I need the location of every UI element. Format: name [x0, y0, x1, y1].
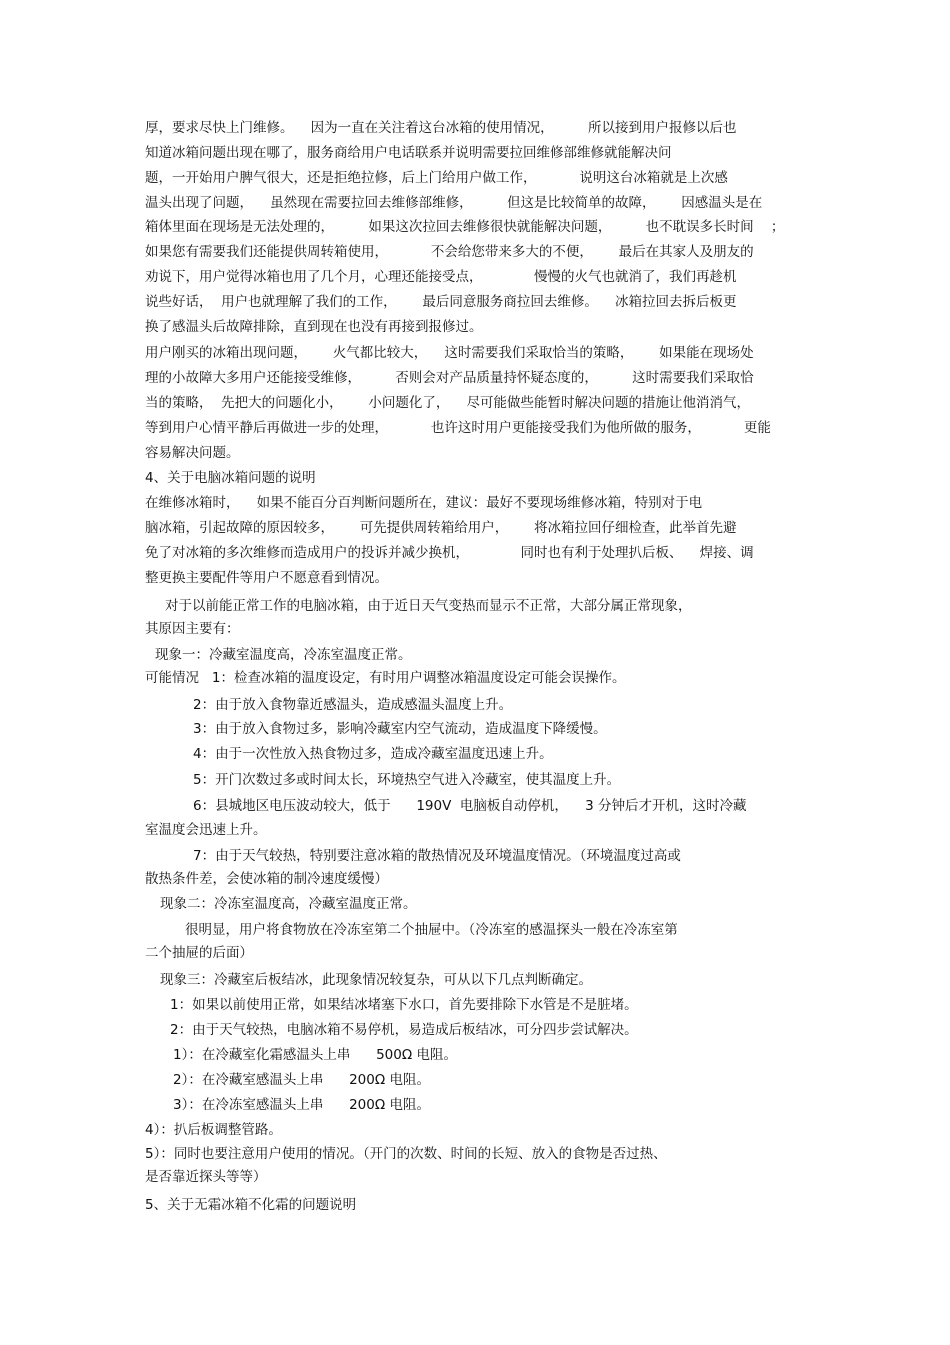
text-line: 等到用户心情平静后再做进一步的处理， 也许这时用户更能接受我们为他所做的服务， 更能	[145, 420, 771, 436]
text-line: 脑冰箱，引起故障的原因较多， 可先提供周转箱给用户， 将冰箱拉回仔细检查，此举首先避	[145, 520, 737, 536]
text-line: 现象二：冷冻室温度高，冷藏室温度正常。	[160, 896, 417, 912]
text-line: 很明显，用户将食物放在冷冻室第二个抽屉中。（冷冻室的感温探头一般在冷冻室第	[185, 922, 678, 938]
text-line: 是否靠近探头等等）	[145, 1169, 267, 1185]
list-item: 2：由于放入食物靠近感温头，造成感温头温度上升。	[193, 697, 513, 713]
list-item: 5：开门次数过多或时间太长，环境热空气进入冷藏室，使其温度上升。	[193, 772, 621, 788]
text-line: 免了对冰箱的多次维修而造成用户的投诉并减少换机， 同时也有利于处理扒后板、 焊接、调	[145, 545, 754, 561]
text-line: 在维修冰箱时， 如果不能百分百判断问题所在，建议：最好不要现场维修冰箱，特别对于电	[145, 495, 703, 511]
list-item: 5）：同时也要注意用户使用的情况。（开门的次数、时间的长短、放入的食物是否过热、	[145, 1146, 667, 1162]
text-line: 容易解决问题。	[145, 445, 240, 461]
text-line: 整更换主要配件等用户不愿意看到情况。	[145, 570, 388, 586]
list-item: 2）：在冷藏室感温头上串 200Ω 电阻。	[173, 1072, 430, 1088]
text-line: 题，一开始用户脾气很大，还是拒绝拉修，后上门给用户做工作， 说明这台冰箱就是上次感	[145, 170, 728, 186]
text-line: 箱体里面在现场是无法处理的， 如果这次拉回去维修很快就能解决问题， 也不耽误多长时间 ；	[145, 219, 785, 235]
text-line: 其原因主要有：	[145, 621, 240, 637]
section-heading: 5、关于无霜冰箱不化霜的问题说明	[145, 1197, 357, 1213]
text-line: 换了感温头后故障排除，直到现在也没有再接到报修过。	[145, 319, 483, 335]
text-line: 如果您有需要我们还能提供周转箱使用， 不会给您带来多大的不便， 最后在其家人及朋友的	[145, 244, 754, 260]
text-line: 温头出现了问题， 虽然现在需要拉回去维修部维修， 但这是比较简单的故障， 因感温头是在	[145, 195, 763, 211]
text-line: 对于以前能正常工作的电脑冰箱，由于近日天气变热而显示不正常，大部分属正常现象，	[165, 598, 692, 614]
list-item: 3）：在冷冻室感温头上串 200Ω 电阻。	[173, 1097, 430, 1113]
list-item: 2：由于天气较热，电脑冰箱不易停机，易造成后板结冰，可分四步尝试解决。	[170, 1022, 638, 1038]
text-line: 二个抽屉的后面）	[145, 945, 253, 961]
text-line: 散热条件差，会使冰箱的制冷速度缓慢）	[145, 871, 388, 887]
list-item: 4）：扒后板调整管路。	[145, 1122, 282, 1138]
text-line: 知道冰箱问题出现在哪了，服务商给用户电话联系并说明需要拉回维修部维修就能解决问	[145, 145, 672, 161]
list-item: 6：县城地区电压波动较大，低于 190V 电脑板自动停机， 3 分钟后才开机，这时冷藏	[193, 798, 747, 814]
text-line: 当的策略， 先把大的问题化小， 小问题化了， 尽可能做些能暂时解决问题的措施让他消消气，	[145, 395, 750, 411]
text-line: 室温度会迅速上升。	[145, 822, 267, 838]
list-item: 4：由于一次性放入热食物过多，造成冷藏室温度迅速上升。	[193, 746, 553, 762]
text-line: 现象三：冷藏室后板结冰，此现象情况较复杂，可从以下几点判断确定。	[160, 972, 592, 988]
text-line: 说些好话， 用户也就理解了我们的工作， 最后同意服务商拉回去维修。 冰箱拉回去拆后板更	[145, 294, 737, 310]
list-item: 3：由于放入食物过多，影响冷藏室内空气流动，造成温度下降缓慢。	[193, 721, 607, 737]
text-line: 可能情况 1：检查冰箱的温度设定，有时用户调整冰箱温度设定可能会误操作。	[145, 670, 626, 686]
list-item: 1：如果以前使用正常，如果结冰堵塞下水口，首先要排除下水管是不是脏堵。	[170, 997, 638, 1013]
section-heading: 4、关于电脑冰箱问题的说明	[145, 470, 316, 486]
text-line: 现象一：冷藏室温度高，冷冻室温度正常。	[155, 647, 412, 663]
text-line: 用户刚买的冰箱出现问题， 火气都比较大， 这时需要我们采取恰当的策略， 如果能在现场处	[145, 345, 754, 361]
list-item: 7：由于天气较热，特别要注意冰箱的散热情况及环境温度情况。（环境温度过高或	[193, 848, 681, 864]
text-line: 劝说下，用户觉得冰箱也用了几个月，心理还能接受点， 慢慢的火气也就消了，我们再趁机	[145, 269, 737, 285]
list-item: 1）：在冷藏室化霜感温头上串 500Ω 电阻。	[173, 1047, 457, 1063]
text-line: 厚，要求尽快上门维修。 因为一直在关注着这台冰箱的使用情况， 所以接到用户报修以后也	[145, 120, 737, 136]
text-line: 理的小故障大多用户还能接受维修， 否则会对产品质量持怀疑态度的， 这时需要我们采取恰	[145, 370, 754, 386]
